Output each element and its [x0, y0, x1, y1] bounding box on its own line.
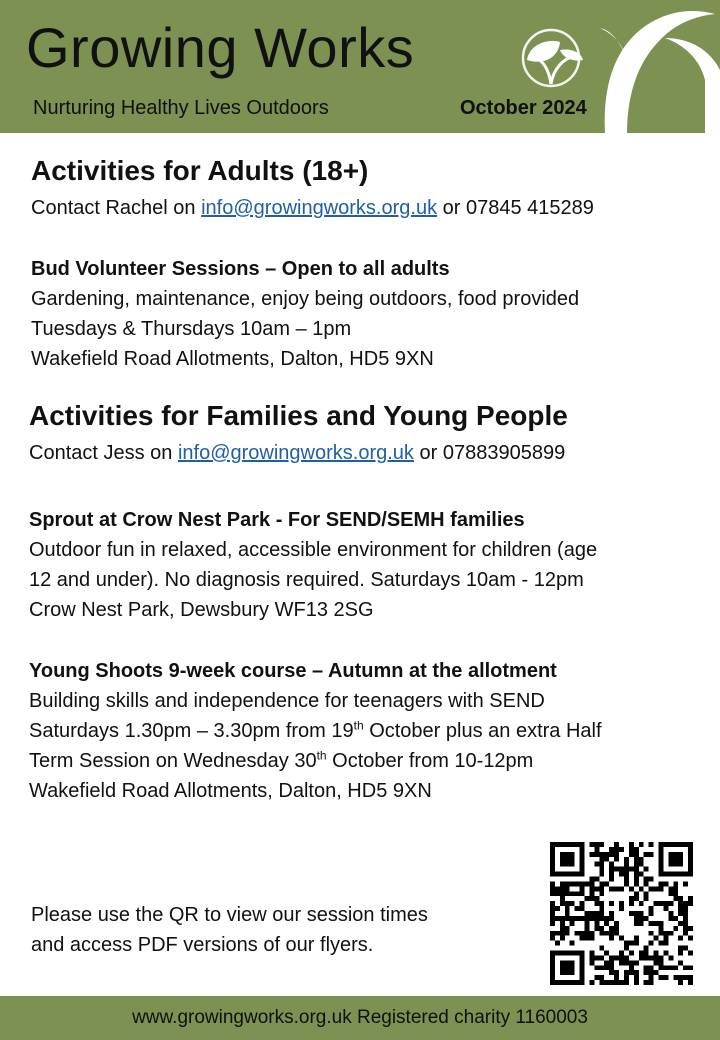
adults-contact-line	[31, 196, 594, 220]
shoots-course-title: Young Shoots 9-week course – Autumn at the allotment	[29, 660, 557, 682]
sprout-session-title: Sprout at Crow Nest Park - For SEND/SEMH families	[29, 509, 525, 531]
qr-note-line-2: and access PDF versions of our flyers.	[31, 934, 374, 956]
families-contact-phone: or 07883905899	[413, 442, 566, 464]
families-contact-prefix: Contact Jess on	[29, 442, 178, 464]
bud-session-times: Tuesdays & Thursdays 10am – 1pm	[31, 318, 352, 340]
shoots-course-location: Wakefield Road Allotments, Dalton, HD5 9XN	[29, 780, 432, 802]
families-section-title: Activities for Families and Young People	[29, 400, 568, 431]
sprout-session-description: Outdoor fun in relaxed, accessible environment for children (age	[29, 539, 598, 561]
shoots-half-term-end: October from 10-12pm	[326, 750, 534, 772]
shoots-half-term-start: Term Session on Wednesday 30	[29, 750, 317, 772]
shoots-half-term-ordinal: th	[316, 748, 327, 763]
shoots-course-times	[29, 719, 602, 743]
header-banner	[0, 0, 720, 133]
families-email-link[interactable]: info@growingworks.org.uk	[177, 442, 414, 464]
leaf-logo-icon	[515, 0, 720, 133]
qr-note-line-1: Please use the QR to view our session times	[31, 904, 428, 926]
shoots-times-start: Saturdays 1.30pm – 3.30pm from 19	[29, 720, 354, 742]
bud-session-description: Gardening, maintenance, enjoy being outdoors, food provided	[31, 288, 580, 310]
shoots-half-term-session	[29, 749, 533, 773]
footer-bar	[0, 996, 720, 1040]
sprout-session-times: 12 and under). No diagnosis required. Saturdays 10am - 12pm	[29, 569, 584, 591]
shoots-times-ordinal: th	[353, 718, 364, 733]
footer-text: www.growingworks.org.uk Registered charity 1160003	[132, 1007, 588, 1028]
bud-session-title: Bud Volunteer Sessions – Open to all adults	[31, 258, 450, 280]
adults-section-title: Activities for Adults (18+)	[31, 155, 369, 186]
tagline: Nurturing Healthy Lives Outdoors	[33, 97, 329, 119]
qr-code-icon[interactable]	[550, 842, 693, 985]
adults-contact-prefix: Contact Rachel on	[31, 197, 202, 219]
families-contact-line	[29, 441, 565, 465]
shoots-times-end: October plus an extra Half	[363, 720, 602, 742]
adults-email-link[interactable]: info@growingworks.org.uk	[201, 197, 438, 219]
adults-contact-phone: or 07845 415289	[437, 197, 594, 219]
bud-session-location: Wakefield Road Allotments, Dalton, HD5 9XN	[31, 348, 434, 370]
sprout-session-location: Crow Nest Park, Dewsbury WF13 2SG	[29, 599, 374, 621]
shoots-course-description: Building skills and independence for teenagers with SEND	[29, 690, 545, 712]
brand-title: Growing Works	[26, 16, 415, 79]
issue-date: October 2024	[460, 97, 587, 119]
